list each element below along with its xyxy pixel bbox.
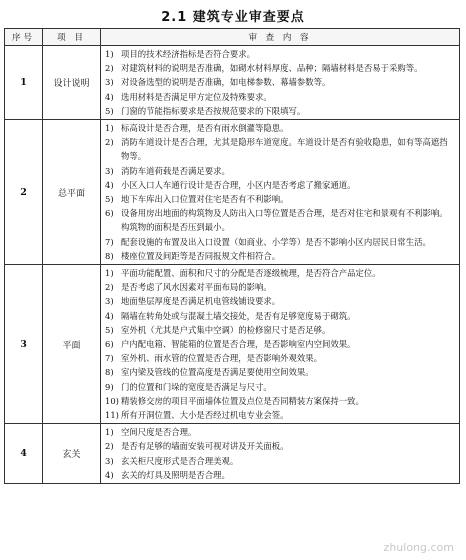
header-seq: 序号 bbox=[5, 29, 43, 46]
list-item-number: 2) bbox=[105, 441, 114, 452]
list-item-number: 1) bbox=[105, 49, 114, 59]
list-item bbox=[105, 192, 455, 206]
list-item-text: 室外机（尤其是户式集中空调）的检修窗尺寸是否足够。 bbox=[121, 324, 331, 335]
list-item-text: 户内配电箱、智能箱的位置是否合理，是否影响室内空间效果。 bbox=[121, 339, 356, 350]
list-item bbox=[105, 47, 455, 61]
header-item: 项 目 bbox=[43, 29, 101, 46]
list-item bbox=[105, 468, 455, 482]
list-item-number: 3) bbox=[105, 296, 114, 307]
list-item bbox=[105, 439, 455, 453]
list-item-text: 平面功能配置、面积和尺寸的分配是否逐级梳理，是否符合产品定位。 bbox=[121, 268, 381, 279]
list-item-text: 隔墙在转角处或与混凝土墙交接处，是否有足够宽度易于砌筑。 bbox=[121, 310, 356, 321]
list-item bbox=[105, 90, 455, 104]
list-item-number: 2) bbox=[105, 63, 114, 74]
row-category: 设计说明 bbox=[43, 46, 101, 120]
row-content bbox=[101, 265, 460, 424]
list-item-text: 消防车道设计是否合理，尤其是隐形车道宽度。车道设计是否有验收隐患，如有等高遮挡物等。 bbox=[121, 137, 448, 162]
list-item-text: 是否有足够的墙面安装可视对讲及开关面板。 bbox=[121, 441, 289, 452]
list-item-number: 1) bbox=[105, 123, 114, 134]
row-content bbox=[101, 120, 460, 265]
list-item-number: 1) bbox=[105, 268, 114, 279]
list-item bbox=[105, 121, 455, 135]
list-item-text: 楼座位置及间距等是否同报规文件相符合。 bbox=[121, 250, 281, 261]
list-item bbox=[105, 206, 455, 234]
list-item bbox=[105, 323, 455, 337]
row-content bbox=[101, 46, 460, 120]
list-item-number: 8) bbox=[105, 367, 114, 378]
row-category: 总平面 bbox=[43, 120, 101, 265]
list-item-number: 1) bbox=[105, 427, 114, 438]
list-item bbox=[105, 61, 455, 75]
list-item-text: 室外机、雨水管的位置是否合理，是否影响外观效果。 bbox=[121, 353, 322, 364]
list-item-number: 3) bbox=[105, 77, 114, 88]
list-item bbox=[105, 425, 455, 439]
list-item bbox=[105, 408, 455, 422]
list-item-number: 7) bbox=[105, 236, 114, 247]
list-item-number: 9) bbox=[105, 381, 114, 392]
header-content: 审 查 内 容 bbox=[101, 29, 460, 46]
list-item-text: 精装修交房的项目平面墙体位置及点位是否同精装方案保持一致。 bbox=[121, 395, 364, 406]
list-item-number: 2) bbox=[105, 137, 114, 148]
list-item bbox=[105, 365, 455, 379]
list-item-number: 2) bbox=[105, 282, 114, 293]
table-row bbox=[5, 424, 460, 484]
list-item bbox=[105, 337, 455, 351]
list-item bbox=[105, 380, 455, 394]
list-item-text: 消防车道荷载是否满足要求。 bbox=[121, 165, 230, 176]
list-item bbox=[105, 135, 455, 163]
list-item bbox=[105, 235, 455, 249]
row-number: 3 bbox=[5, 265, 43, 424]
list-item bbox=[105, 280, 455, 294]
list-item-text: 对建筑材料的说明是否准确，如砌水材料厚度、品种；隔墙材料是否易于采购等。 bbox=[121, 63, 423, 74]
list-item-text: 所有开洞位置、大小是否经过机电专业会签。 bbox=[121, 410, 289, 421]
list-item bbox=[105, 249, 455, 263]
list-item-number: 4) bbox=[105, 91, 114, 102]
list-item-text: 设备用房出地面的构筑物及人防出入口等位置是否合理，是否对住宅和景观有不利影响。构筑物的面积是否压到最小。 bbox=[121, 208, 448, 233]
row-category: 玄关 bbox=[43, 424, 101, 484]
list-item-number: 5) bbox=[105, 194, 114, 205]
table-row bbox=[5, 120, 460, 265]
page-title: 2.1 建筑专业审查要点 bbox=[161, 10, 305, 25]
list-item-number: 4) bbox=[105, 179, 114, 190]
row-number: 2 bbox=[5, 120, 43, 265]
list-item-text: 配套设施的布置及出入口设置（如商业、小学等）是否不影响小区内居民日常生活。 bbox=[121, 236, 431, 247]
list-item bbox=[105, 394, 455, 408]
row-category: 平面 bbox=[43, 265, 101, 424]
list-item bbox=[105, 309, 455, 323]
list-item-number: 4) bbox=[105, 469, 114, 480]
list-item-text: 项目的技术经济指标是否符合要求。 bbox=[121, 49, 255, 59]
list-item-text: 选用材料是否满足甲方定位及特殊要求。 bbox=[121, 91, 272, 102]
list-item-text: 标高设计是否合理，是否有雨水倒灌等隐患。 bbox=[121, 123, 289, 134]
table-body bbox=[5, 46, 460, 484]
list-item-text: 门的位置和门垛的宽度是否满足与尺寸。 bbox=[121, 381, 272, 392]
watermark: zhulong.com bbox=[383, 541, 454, 554]
row-content bbox=[101, 424, 460, 484]
list-item-text: 小区入口人车通行设计是否合理，小区内是否考虑了搬家通道。 bbox=[121, 179, 356, 190]
table-header-row bbox=[5, 29, 460, 46]
list-item-number: 3) bbox=[105, 165, 114, 176]
table-row bbox=[5, 265, 460, 424]
list-item-number: 10) bbox=[105, 395, 119, 406]
list-item-number: 8) bbox=[105, 250, 114, 261]
list-item-text: 对设备选型的说明是否准确，如电梯参数、幕墙参数等。 bbox=[121, 77, 331, 88]
list-item-text: 地下车库出入口位置对住宅是否有不利影响。 bbox=[121, 194, 289, 205]
list-item-text: 空间尺度是否合理。 bbox=[121, 427, 197, 438]
list-item-number: 7) bbox=[105, 353, 114, 364]
list-item-number: 3) bbox=[105, 455, 114, 466]
list-item bbox=[105, 454, 455, 468]
row-number: 4 bbox=[5, 424, 43, 484]
list-item bbox=[105, 266, 455, 280]
list-item bbox=[105, 104, 455, 118]
row-number: 1 bbox=[5, 46, 43, 120]
list-item-text: 玄关柜尺度形式是否合理美观。 bbox=[121, 455, 239, 466]
list-item bbox=[105, 294, 455, 308]
list-item-text: 是否考虑了风水因素对平面布局的影响。 bbox=[121, 282, 272, 293]
list-item-text: 玄关的灯具及照明是否合理。 bbox=[121, 469, 230, 480]
list-item-text: 室内梁及管线的位置高度是否满足要使用空间效果。 bbox=[121, 367, 314, 378]
list-item bbox=[105, 164, 455, 178]
list-item-number: 6) bbox=[105, 208, 114, 219]
list-item bbox=[105, 351, 455, 365]
list-item bbox=[105, 178, 455, 192]
list-item-number: 4) bbox=[105, 310, 114, 321]
list-item bbox=[105, 75, 455, 89]
list-item-number: 11) bbox=[105, 410, 119, 421]
list-item-number: 5) bbox=[105, 324, 114, 335]
list-item-number: 5) bbox=[105, 105, 114, 116]
list-item-text: 门窗的节能指标要求是否按规范要求的下限填写。 bbox=[121, 105, 306, 116]
review-table bbox=[4, 28, 460, 484]
list-item-number: 6) bbox=[105, 339, 114, 350]
table-row bbox=[5, 46, 460, 120]
list-item-text: 地面垫层厚度是否满足机电管线铺设要求。 bbox=[121, 296, 281, 307]
